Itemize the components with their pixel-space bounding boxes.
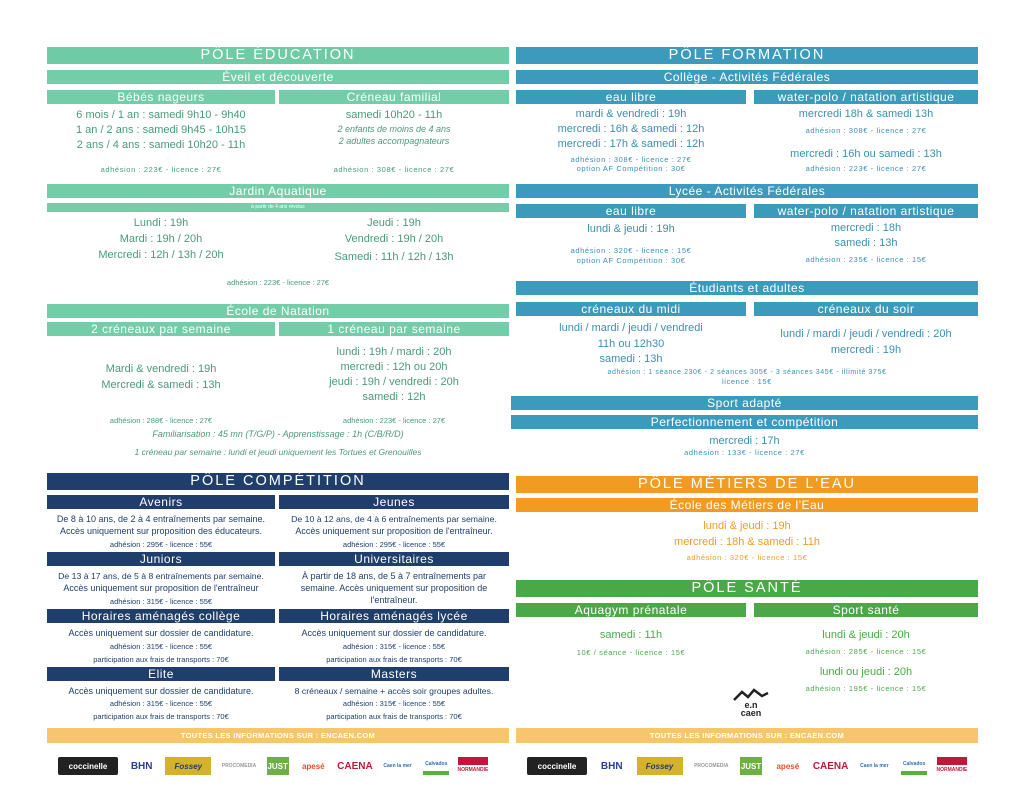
footer-info-right: TOUTES LES INFORMATIONS SUR : ENCAEN.COM bbox=[516, 728, 978, 743]
sponsor-logos-left bbox=[58, 754, 488, 778]
jardin-fee: adhésion : 223€ - licence : 27€ bbox=[226, 278, 330, 287]
col-eau-line-1: mardi & vendredi : 19h bbox=[575, 108, 687, 120]
natation-a1: Mardi & vendredi : 19h bbox=[105, 363, 217, 375]
jardin-b1: Jeudi : 19h bbox=[367, 217, 421, 229]
natation-note-1: Familiarisation : 45 mn (T/G/P) - Apprenstissage : 1h (C/B/R/D) bbox=[152, 429, 404, 439]
sponsor-procomedia: PROCOMEDIA bbox=[694, 763, 729, 769]
sponsor-apese: apesé bbox=[301, 761, 325, 771]
natation-note-2: 1 créneau par semaine : lundi et jeudi uniquement les Tortues et Grenouilles bbox=[134, 447, 422, 457]
etudiants-fee-2: licence : 15€ bbox=[722, 377, 772, 386]
horaires-college-fee: adhésion : 315€ - licence : 55€ bbox=[109, 642, 213, 651]
sponsor-fossey: Fossey bbox=[637, 757, 683, 775]
jardin-a2: Mardi : 19h / 20h bbox=[119, 233, 203, 245]
sport-sante-fee-1: adhésion : 285€ - licence : 15€ bbox=[805, 647, 927, 656]
horaires-lycee-header: Horaires aménagés lycée bbox=[279, 609, 509, 623]
sport-sante-fee-2: adhésion : 195€ - licence : 15€ bbox=[805, 684, 927, 693]
juniors-fee: adhésion : 315€ - licence : 55€ bbox=[109, 597, 213, 606]
bebes-line-2: 1 an / 2 ans : samedi 9h45 - 10h15 bbox=[75, 124, 246, 136]
soir-line-1: lundi / mardi / jeudi / vendredi : 20h bbox=[780, 328, 952, 340]
sport-adapte-header: Sport adapté bbox=[511, 396, 978, 410]
natation-fee-a: adhésion : 288€ - licence : 27€ bbox=[109, 416, 213, 425]
sponsor-just: JUST bbox=[267, 757, 289, 775]
elite-fee: adhésion : 315€ - licence : 55€ bbox=[109, 699, 213, 708]
etudiants-header: Étudiants et adultes bbox=[516, 281, 978, 295]
jeunes-fee: adhésion : 295€ - licence : 55€ bbox=[342, 540, 446, 549]
pole-education-header: PÔLE ÉDUCATION bbox=[47, 47, 509, 64]
midi-line-2: 11h ou 12h30 bbox=[597, 338, 665, 350]
metiers-line-1: lundi & jeudi : 19h bbox=[703, 520, 791, 532]
sponsor-logos-right bbox=[527, 754, 967, 778]
bebes-nageurs-header: Bébés nageurs bbox=[47, 90, 275, 104]
sponsor-fossey: Fossey bbox=[165, 757, 211, 775]
bebes-line-1: 6 mois / 1 an : samedi 9h10 - 9h40 bbox=[76, 109, 246, 121]
jardin-aquatique-header: Jardin Aquatique bbox=[47, 184, 509, 198]
juniors-line-2: Accès uniquement sur proposition de l'entraîneur bbox=[63, 583, 259, 593]
sponsor-normandie: NORMANDIE bbox=[458, 757, 488, 775]
college-header: Collège - Activités Fédérales bbox=[516, 70, 978, 84]
lycee-water-polo-header: water-polo / natation artistique bbox=[754, 204, 978, 218]
col-wp-fee-1: adhésion : 308€ - licence : 27€ bbox=[805, 126, 927, 135]
sponsor-coccinelle: coccinelle bbox=[527, 757, 587, 775]
col-eau-line-3: mercredi : 17h & samedi : 12h bbox=[557, 138, 705, 150]
jeunes-line-1: De 10 à 12 ans, de 4 à 6 entraînements par semaine. bbox=[291, 514, 497, 524]
sponsor-calvados: Calvados bbox=[901, 757, 927, 775]
etudiants-fee-1: adhésion : 1 séance 230€ - 2 séances 305€ - 3 séances 345€ - illimité 375€ bbox=[607, 369, 887, 376]
universitaires-line-1: À partir de 18 ans, de 5 à 7 entraînements par bbox=[301, 571, 487, 581]
bebes-line-3: 2 ans / 4 ans : samedi 10h20 - 11h bbox=[76, 139, 246, 151]
juniors-line-1: De 13 à 17 ans, de 5 à 8 entraînements par semaine. bbox=[58, 571, 264, 581]
familial-note-1: 2 enfants de moins de 4 ans bbox=[337, 124, 451, 134]
metiers-fee: adhésion : 320€ - licence : 15€ bbox=[686, 553, 808, 562]
juniors-header: Juniors bbox=[47, 552, 275, 566]
col-wp-line-1: mercredi 18h & samedi 13h bbox=[798, 108, 934, 120]
horaires-college-header: Horaires aménagés collège bbox=[47, 609, 275, 623]
sponsor-caen-la-mer: Caen la mer bbox=[860, 763, 889, 769]
lycee-header: Lycée - Activités Fédérales bbox=[516, 184, 978, 198]
aquagym-header: Aquagym prénatale bbox=[516, 603, 746, 617]
sponsor-coccinelle: coccinelle bbox=[58, 757, 118, 775]
sponsor-apese: apesé bbox=[776, 761, 800, 771]
footer-info-left: TOUTES LES INFORMATIONS SUR : ENCAEN.COM bbox=[47, 728, 509, 743]
horaires-college-transport: participation aux frais de transports : 70€ bbox=[93, 655, 229, 664]
avenirs-fee: adhésion : 295€ - licence : 55€ bbox=[109, 540, 213, 549]
elite-transport: participation aux frais de transports : 70€ bbox=[93, 712, 229, 721]
college-eau-libre-header: eau libre bbox=[516, 90, 746, 104]
horaires-lycee-transport: participation aux frais de transports : 70€ bbox=[326, 655, 462, 664]
familial-fee: adhésion : 308€ - licence : 27€ bbox=[333, 165, 455, 174]
college-water-polo-header: water-polo / natation artistique bbox=[754, 90, 978, 104]
horaires-lycee-fee: adhésion : 315€ - licence : 55€ bbox=[342, 642, 446, 651]
ly-wp-line-1: mercredi : 18h bbox=[830, 222, 902, 234]
jeunes-line-2: Accès uniquement sur proposition de l'entraîneur. bbox=[295, 526, 493, 536]
creneau-familial-header: Créneau familial bbox=[279, 90, 509, 104]
aquagym-fee: 10€ / séance - licence : 15€ bbox=[576, 648, 686, 657]
sponsor-caen-la-mer: Caen la mer bbox=[383, 763, 412, 769]
ly-wp-line-2: samedi : 13h bbox=[834, 237, 898, 249]
perf-line-1: mercredi : 17h bbox=[709, 435, 780, 447]
masters-transport: participation aux frais de transports : 70€ bbox=[326, 712, 462, 721]
natation-b1: lundi : 19h / mardi : 20h bbox=[336, 346, 452, 358]
sport-sante-line-1: lundi & jeudi : 20h bbox=[822, 629, 910, 641]
sponsor-caena: CAENA bbox=[337, 760, 373, 772]
natation-b4: samedi : 12h bbox=[362, 391, 426, 403]
perf-fee: adhésion : 133€ - licence : 27€ bbox=[684, 448, 805, 457]
creneaux-soir-header: créneaux du soir bbox=[754, 302, 978, 316]
avenirs-line-2: Accès uniquement sur proposition des éducateurs. bbox=[59, 526, 263, 536]
jardin-age-note: à partir de 4 ans révolus bbox=[47, 203, 509, 212]
sponsor-procomedia: PROCOMEDIA bbox=[221, 763, 257, 769]
elite-header: Elite bbox=[47, 667, 275, 681]
avenirs-header: Avenirs bbox=[47, 495, 275, 509]
jardin-a1: Lundi : 19h bbox=[133, 217, 189, 229]
horaires-college-line-1: Accès uniquement sur dossier de candidature. bbox=[68, 628, 254, 638]
natation-b2: mercredi : 12h ou 20h bbox=[340, 361, 448, 373]
elite-line-1: Accès uniquement sur dossier de candidature. bbox=[68, 686, 254, 696]
col-wp-line-2: mercredi : 16h ou samedi : 13h bbox=[790, 148, 942, 160]
jardin-a3: Mercredi : 12h / 13h / 20h bbox=[98, 249, 224, 261]
sponsor-just: JUST bbox=[740, 757, 762, 775]
logo-text-en: e.n bbox=[744, 700, 758, 710]
sponsor-bhn: BHN bbox=[130, 760, 153, 772]
lycee-eau-libre-header: eau libre bbox=[516, 204, 746, 218]
ecole-metiers-header: École des Métiers de l'Eau bbox=[516, 498, 978, 512]
universitaires-line-3: l'entraîneur. bbox=[370, 595, 418, 605]
sport-sante-header: Sport santé bbox=[754, 603, 978, 617]
natation-fee-b: adhésion : 223€ - licence : 27€ bbox=[342, 416, 446, 425]
ly-eau-option: option AF Compétition : 30€ bbox=[576, 256, 686, 265]
sponsor-bhn: BHN bbox=[600, 760, 623, 772]
sport-sante-line-2: lundi ou jeudi : 20h bbox=[819, 666, 913, 678]
midi-line-1: lundi / mardi / jeudi / vendredi bbox=[559, 322, 703, 334]
midi-line-3: samedi : 13h bbox=[599, 353, 663, 365]
familial-note-2: 2 adultes accompagnateurs bbox=[338, 136, 450, 146]
pole-formation-header: PÔLE FORMATION bbox=[516, 47, 978, 64]
col-wp-fee-2: adhésion : 223€ - licence : 27€ bbox=[805, 164, 927, 173]
bebes-fee: adhésion : 223€ - licence : 27€ bbox=[100, 165, 222, 174]
jardin-b3: Samedi : 11h / 12h / 13h bbox=[334, 251, 454, 263]
ly-wp-fee: adhésion : 235€ - licence : 15€ bbox=[805, 255, 927, 264]
sponsor-calvados: Calvados bbox=[423, 757, 449, 775]
horaires-lycee-line-1: Accès uniquement sur dossier de candidature. bbox=[301, 628, 487, 638]
jeunes-header: Jeunes bbox=[279, 495, 509, 509]
masters-fee: adhésion : 315€ - licence : 55€ bbox=[342, 699, 446, 708]
pole-competition-header: PÔLE COMPÉTITION bbox=[47, 473, 509, 490]
sponsor-caena: CAENA bbox=[812, 760, 849, 772]
natation-2-creneaux-header: 2 créneaux par semaine bbox=[47, 322, 275, 336]
jardin-b2: Vendredi : 19h / 20h bbox=[344, 233, 444, 245]
pole-sante-header: PÔLE SANTÉ bbox=[516, 580, 978, 597]
col-eau-line-2: mercredi : 16h & samedi : 12h bbox=[557, 123, 705, 135]
pole-metiers-header: PÔLE MÉTIERS DE L'EAU bbox=[516, 476, 978, 493]
natation-a2: Mercredi & samedi : 13h bbox=[101, 379, 221, 391]
creneaux-midi-header: créneaux du midi bbox=[516, 302, 746, 316]
sponsor-normandie: NORMANDIE bbox=[937, 757, 967, 775]
ly-eau-fee: adhésion : 320€ - licence : 15€ bbox=[570, 246, 692, 255]
ecole-natation-header: École de Natation bbox=[47, 304, 509, 318]
familial-line-1: samedi 10h20 - 11h bbox=[345, 109, 443, 121]
natation-1-creneau-header: 1 créneau par semaine bbox=[279, 322, 509, 336]
col-eau-fee: adhésion : 308€ - licence : 27€ bbox=[570, 155, 692, 164]
masters-header: Masters bbox=[279, 667, 509, 681]
soir-line-2: mercredi : 19h bbox=[830, 344, 902, 356]
universitaires-line-2: semaine. Accès uniquement sur proposition de bbox=[300, 583, 488, 593]
masters-line-1: 8 créneaux / semaine + accès soir groupes adultes. bbox=[294, 686, 494, 696]
aquagym-line-1: samedi : 11h bbox=[599, 629, 663, 641]
ly-eau-line-1: lundi & jeudi : 19h bbox=[587, 223, 675, 235]
perfectionnement-header: Perfectionnement et compétition bbox=[511, 415, 978, 429]
universitaires-header: Universitaires bbox=[279, 552, 509, 566]
logo-text-caen: caen bbox=[740, 708, 762, 718]
natation-b3: jeudi : 19h / vendredi : 20h bbox=[329, 376, 459, 388]
avenirs-line-1: De 8 à 10 ans, de 2 à 4 entraînements par semaine. bbox=[56, 514, 266, 524]
encaen-logo bbox=[732, 688, 770, 720]
metiers-line-2: mercredi : 18h & samedi : 11h bbox=[674, 536, 820, 548]
col-eau-option: option AF Compétition : 30€ bbox=[576, 164, 686, 173]
eveil-header: Éveil et découverte bbox=[47, 70, 509, 84]
